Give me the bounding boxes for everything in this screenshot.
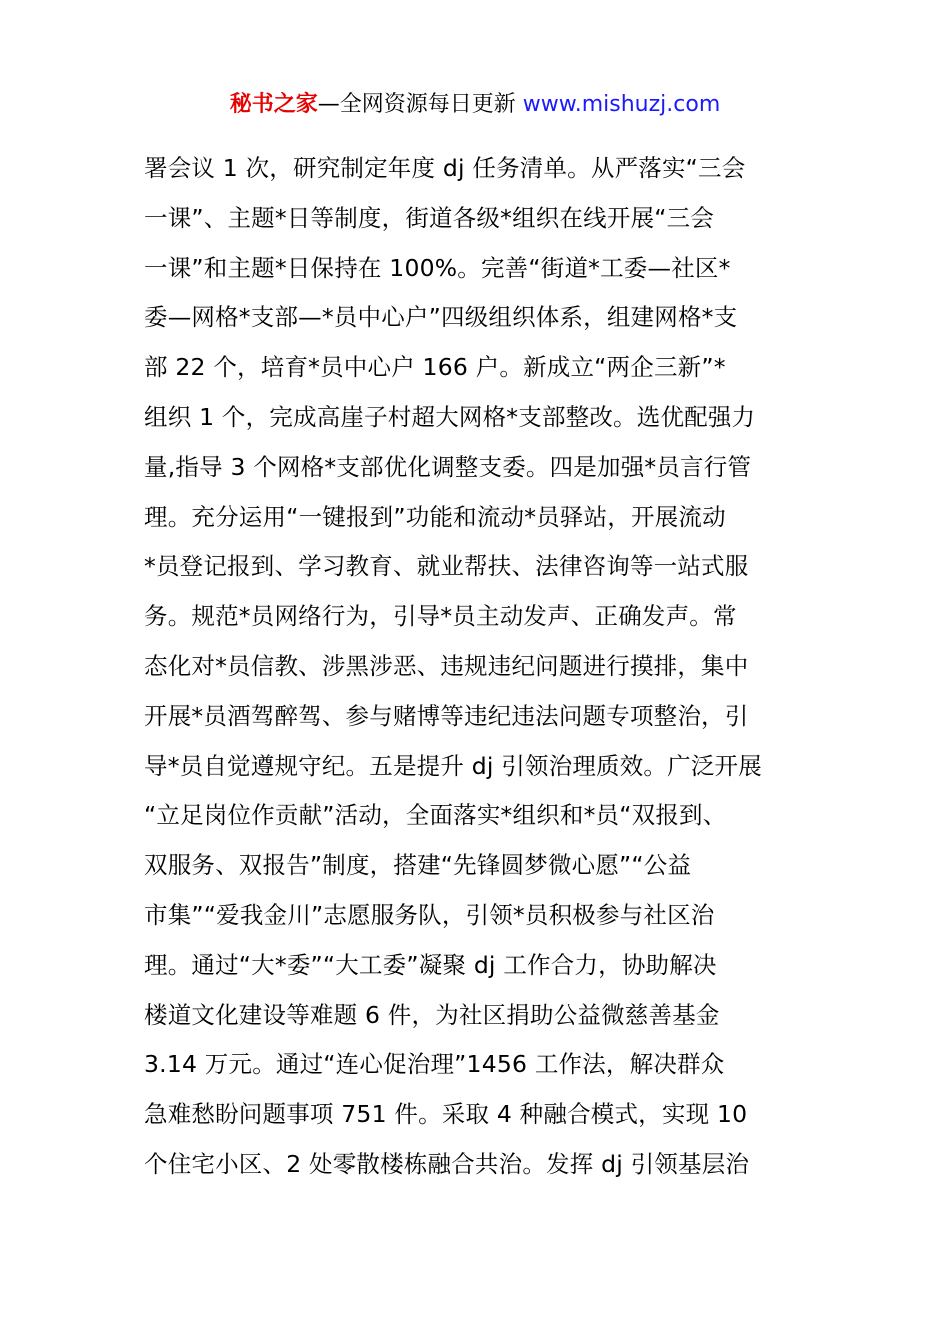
body-line: 一课”、主题*日等制度，街道各级*组织在线开展“三会 (144, 203, 715, 232)
body-line: *员登记报到、学习教育、就业帮扶、法律咨询等一站式服 (144, 552, 749, 581)
body-line: 理。充分运用“一键报到”功能和流动*员驿站，开展流动 (144, 502, 726, 531)
body-line: 量,指导 3 个网格*支部优化调整支委。四是加强*员言行管 (144, 452, 752, 481)
body-line: 导*员自觉遵规守纪。五是提升 dj 引领治理质效。广泛开展 (144, 751, 762, 780)
body-line: 楼道文化建设等难题 6 件，为社区捐助公益微慈善基金 (144, 1000, 720, 1029)
body-line: 组织 1 个，完成高崖子村超大网格*支部整改。选优配强力 (144, 402, 756, 431)
body-line: “立足岗位作贡献”活动，全面落实*组织和*员“双报到、 (144, 801, 727, 830)
document-body (144, 144, 824, 1190)
body-line: 一课”和主题*日保持在 100%。完善“街道*工委—社区* (144, 253, 731, 282)
body-line: 双服务、双报告”制度，搭建“先锋圆梦微心愿”“公益 (144, 851, 692, 880)
body-line: 急难愁盼问题事项 751 件。采取 4 种融合模式，实现 10 (144, 1100, 748, 1129)
body-line: 务。规范*员网络行为，引导*员主动发声、正确发声。常 (144, 602, 737, 631)
header-tagline: —全网资源每日更新 (317, 92, 523, 117)
body-line: 态化对*员信教、涉黑涉恶、违规违纪问题进行摸排，集中 (144, 651, 749, 680)
body-line: 署会议 1 次，研究制定年度 dj 任务清单。从严落实“三会 (144, 154, 746, 182)
body-line: 委—网格*支部—*员中心户”四级组织体系，组建网格*支 (144, 303, 738, 332)
website-link[interactable]: www.mishuzj.com (522, 92, 721, 117)
body-line: 理。通过“大*委”“大工委”凝聚 dj 工作合力，协助解决 (144, 950, 717, 979)
body-line: 个住宅小区、2 处零散楼栋融合共治。发挥 dj 引领基层治 (144, 1149, 750, 1178)
body-line: 市集”“爱我金川”志愿服务队，引领*员积极参与社区治 (144, 900, 715, 929)
brand-name: 秘书之家 (229, 92, 318, 117)
body-line: 部 22 个，培育*员中心户 166 户。新成立“两企三新”* (144, 353, 726, 382)
body-line: 3.14 万元。通过“连心促治理”1456 工作法，解决群众 (144, 1050, 725, 1079)
body-line: 开展*员酒驾醉驾、参与赌博等违纪违法问题专项整治，引 (144, 701, 749, 730)
page-header (0, 88, 950, 122)
